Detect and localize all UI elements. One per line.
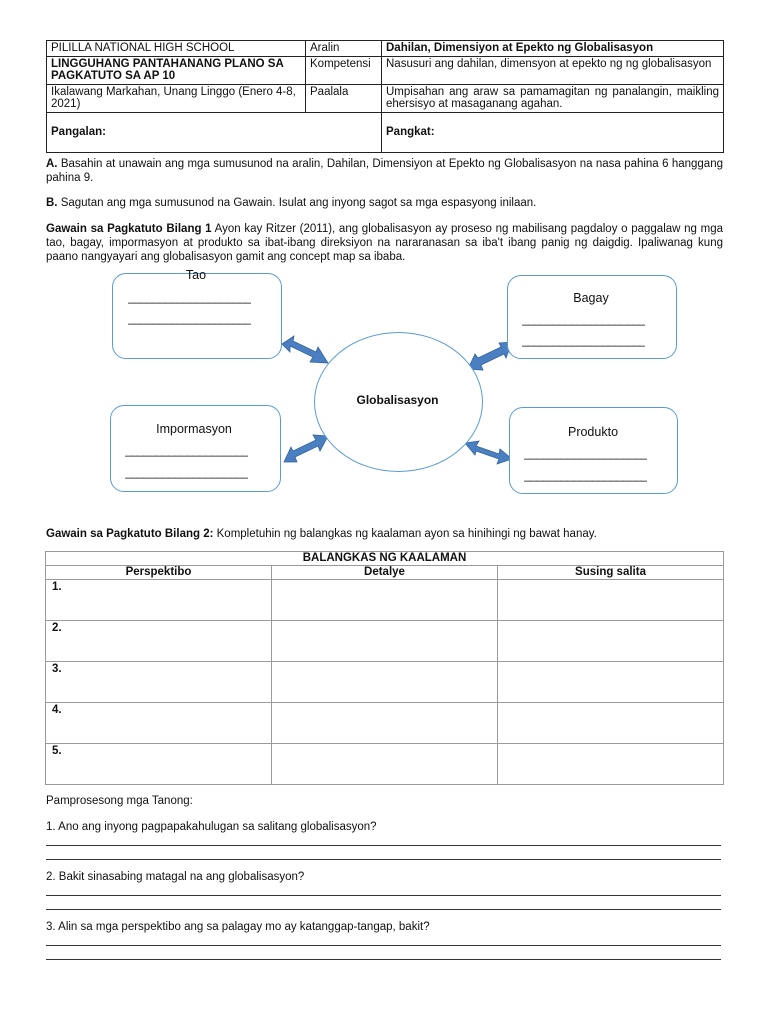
plan-title: LINGGUHANG PANTAHANANG PLANO SA PAGKATUTO SA AP 10 — [47, 56, 306, 84]
kompetensi-value: Nasusuri ang dahilan, dimensyon at epekto ng ng globalisasyon — [382, 56, 724, 84]
produkto-label: Produkto — [567, 425, 619, 439]
school-name: PILILLA NATIONAL HIGH SCHOOL — [47, 41, 306, 57]
detalye-cell[interactable] — [272, 662, 498, 703]
bagay-label: Bagay — [573, 291, 609, 305]
answer-line[interactable] — [46, 859, 721, 860]
gawain-1-label: Gawain sa Pagkatuto Bilang 1 — [46, 223, 212, 235]
answer-line[interactable] — [46, 895, 721, 896]
kompetensi-label: Kompetensi — [306, 56, 382, 84]
instruction-a-label: A. — [46, 158, 58, 170]
gawain-2-label: Gawain sa Pagkatuto Bilang 2: — [46, 528, 214, 540]
perspektibo-cell[interactable]: 1. — [46, 580, 272, 621]
bagay-answer-line-2[interactable]: ____________________ — [522, 334, 646, 347]
tao-answer-line-1[interactable]: ____________________ — [128, 291, 252, 304]
answer-line[interactable] — [46, 845, 721, 846]
table-row — [46, 703, 724, 744]
grading-period: Ikalawang Markahan, Unang Linggo (Enero 4-8, 2021) — [47, 84, 306, 112]
table-row — [46, 662, 724, 703]
produkto-answer-line-2[interactable]: ____________________ — [524, 469, 648, 482]
question-2: 2. Bakit sinasabing matagal na ang globalisasyon? — [46, 871, 305, 883]
col-susing-salita: Susing salita — [498, 566, 724, 580]
aralin-value: Dahilan, Dimensiyon at Epekto ng Globalisasyon — [382, 41, 724, 57]
impormasyon-answer-line-2[interactable]: ____________________ — [125, 466, 249, 479]
answer-line[interactable] — [46, 909, 721, 910]
balangkas-title: BALANGKAS NG KAALAMAN — [46, 552, 724, 566]
question-3: 3. Alin sa mga perspektibo ang sa palagay mo ay katanggap-tangap, bakit? — [46, 921, 430, 933]
aralin-label: Aralin — [306, 41, 382, 57]
tao-answer-line-2[interactable]: ____________________ — [128, 312, 252, 325]
arrow-produkto — [465, 441, 512, 464]
answer-line[interactable] — [46, 945, 721, 946]
bagay-answer-line-1[interactable]: ____________________ — [522, 313, 646, 326]
question-1: 1. Ano ang inyong pagpapakahulugan sa salitang globalisasyon? — [46, 821, 377, 833]
perspektibo-cell[interactable]: 5. — [46, 744, 272, 785]
impormasyon-label: Impormasyon — [156, 422, 232, 436]
globalisasyon-label: Globalisasyon — [356, 393, 439, 407]
paalala-label: Paalala — [306, 84, 382, 112]
susing-salita-cell[interactable] — [498, 621, 724, 662]
detalye-cell[interactable] — [272, 703, 498, 744]
paalala-value: Umpisahan ang araw sa pamamagitan ng panalangin, maikling ehersisyo at masaganang agahan. — [382, 84, 724, 112]
instruction-b-label: B. — [46, 197, 58, 209]
table-row — [46, 744, 724, 785]
susing-salita-cell[interactable] — [498, 703, 724, 744]
perspektibo-cell[interactable]: 2. — [46, 621, 272, 662]
perspektibo-cell[interactable]: 4. — [46, 703, 272, 744]
susing-salita-cell[interactable] — [498, 744, 724, 785]
pangkat-label: Pangkat: — [386, 125, 435, 138]
detalye-cell[interactable] — [272, 580, 498, 621]
tao-label: Tao — [185, 268, 207, 282]
table-row — [46, 621, 724, 662]
impormasyon-answer-line-1[interactable]: ____________________ — [125, 444, 249, 457]
instruction-b-text: Sagutan ang mga sumusunod na Gawain. Isulat ang inyong sagot sa mga espasyong inilaan. — [57, 197, 537, 209]
answer-line[interactable] — [46, 959, 721, 960]
balangkas-table — [45, 551, 724, 785]
detalye-cell[interactable] — [272, 621, 498, 662]
pangalan-label: Pangalan: — [51, 125, 106, 138]
arrow-bagay — [468, 342, 512, 370]
arrow-impormasyon — [284, 435, 328, 462]
table-row — [46, 580, 724, 621]
produkto-answer-line-1[interactable]: ____________________ — [524, 447, 648, 460]
detalye-cell[interactable] — [272, 744, 498, 785]
col-perspektibo: Perspektibo — [46, 566, 272, 580]
gawain-2-instruction — [46, 527, 723, 541]
susing-salita-cell[interactable] — [498, 580, 724, 621]
gawain-2-text: Kompletuhin ng balangkas ng kaalaman ayon sa hinihingi ng bawat hanay. — [213, 528, 597, 540]
gawain-1-text: Ayon kay Ritzer (2011), ang globalisasyon ay proseso ng mabilisang pagdaloy o paggalaw ng mga tao, bagay, impormasyon at produkto sa ibat-ibang direksiyon na nararanasan sa iba't ibang panig ng daigdig. Ipaliwanag kung paano nangyayari ang globalisasyon gamit ang concept map sa ibaba. — [46, 223, 723, 263]
susing-salita-cell[interactable] — [498, 662, 724, 703]
arrow-tao — [282, 336, 328, 363]
instruction-a-text: Basahin at unawain ang mga sumusunod na aralin, Dahilan, Dimensiyon at Epekto ng Globalisasyon na nasa pahina 6 hanggang pahina 9. — [46, 158, 723, 184]
col-detalye: Detalye — [272, 566, 498, 580]
perspektibo-cell[interactable]: 3. — [46, 662, 272, 703]
questions-title: Pamprosesong mga Tanong: — [46, 795, 193, 807]
